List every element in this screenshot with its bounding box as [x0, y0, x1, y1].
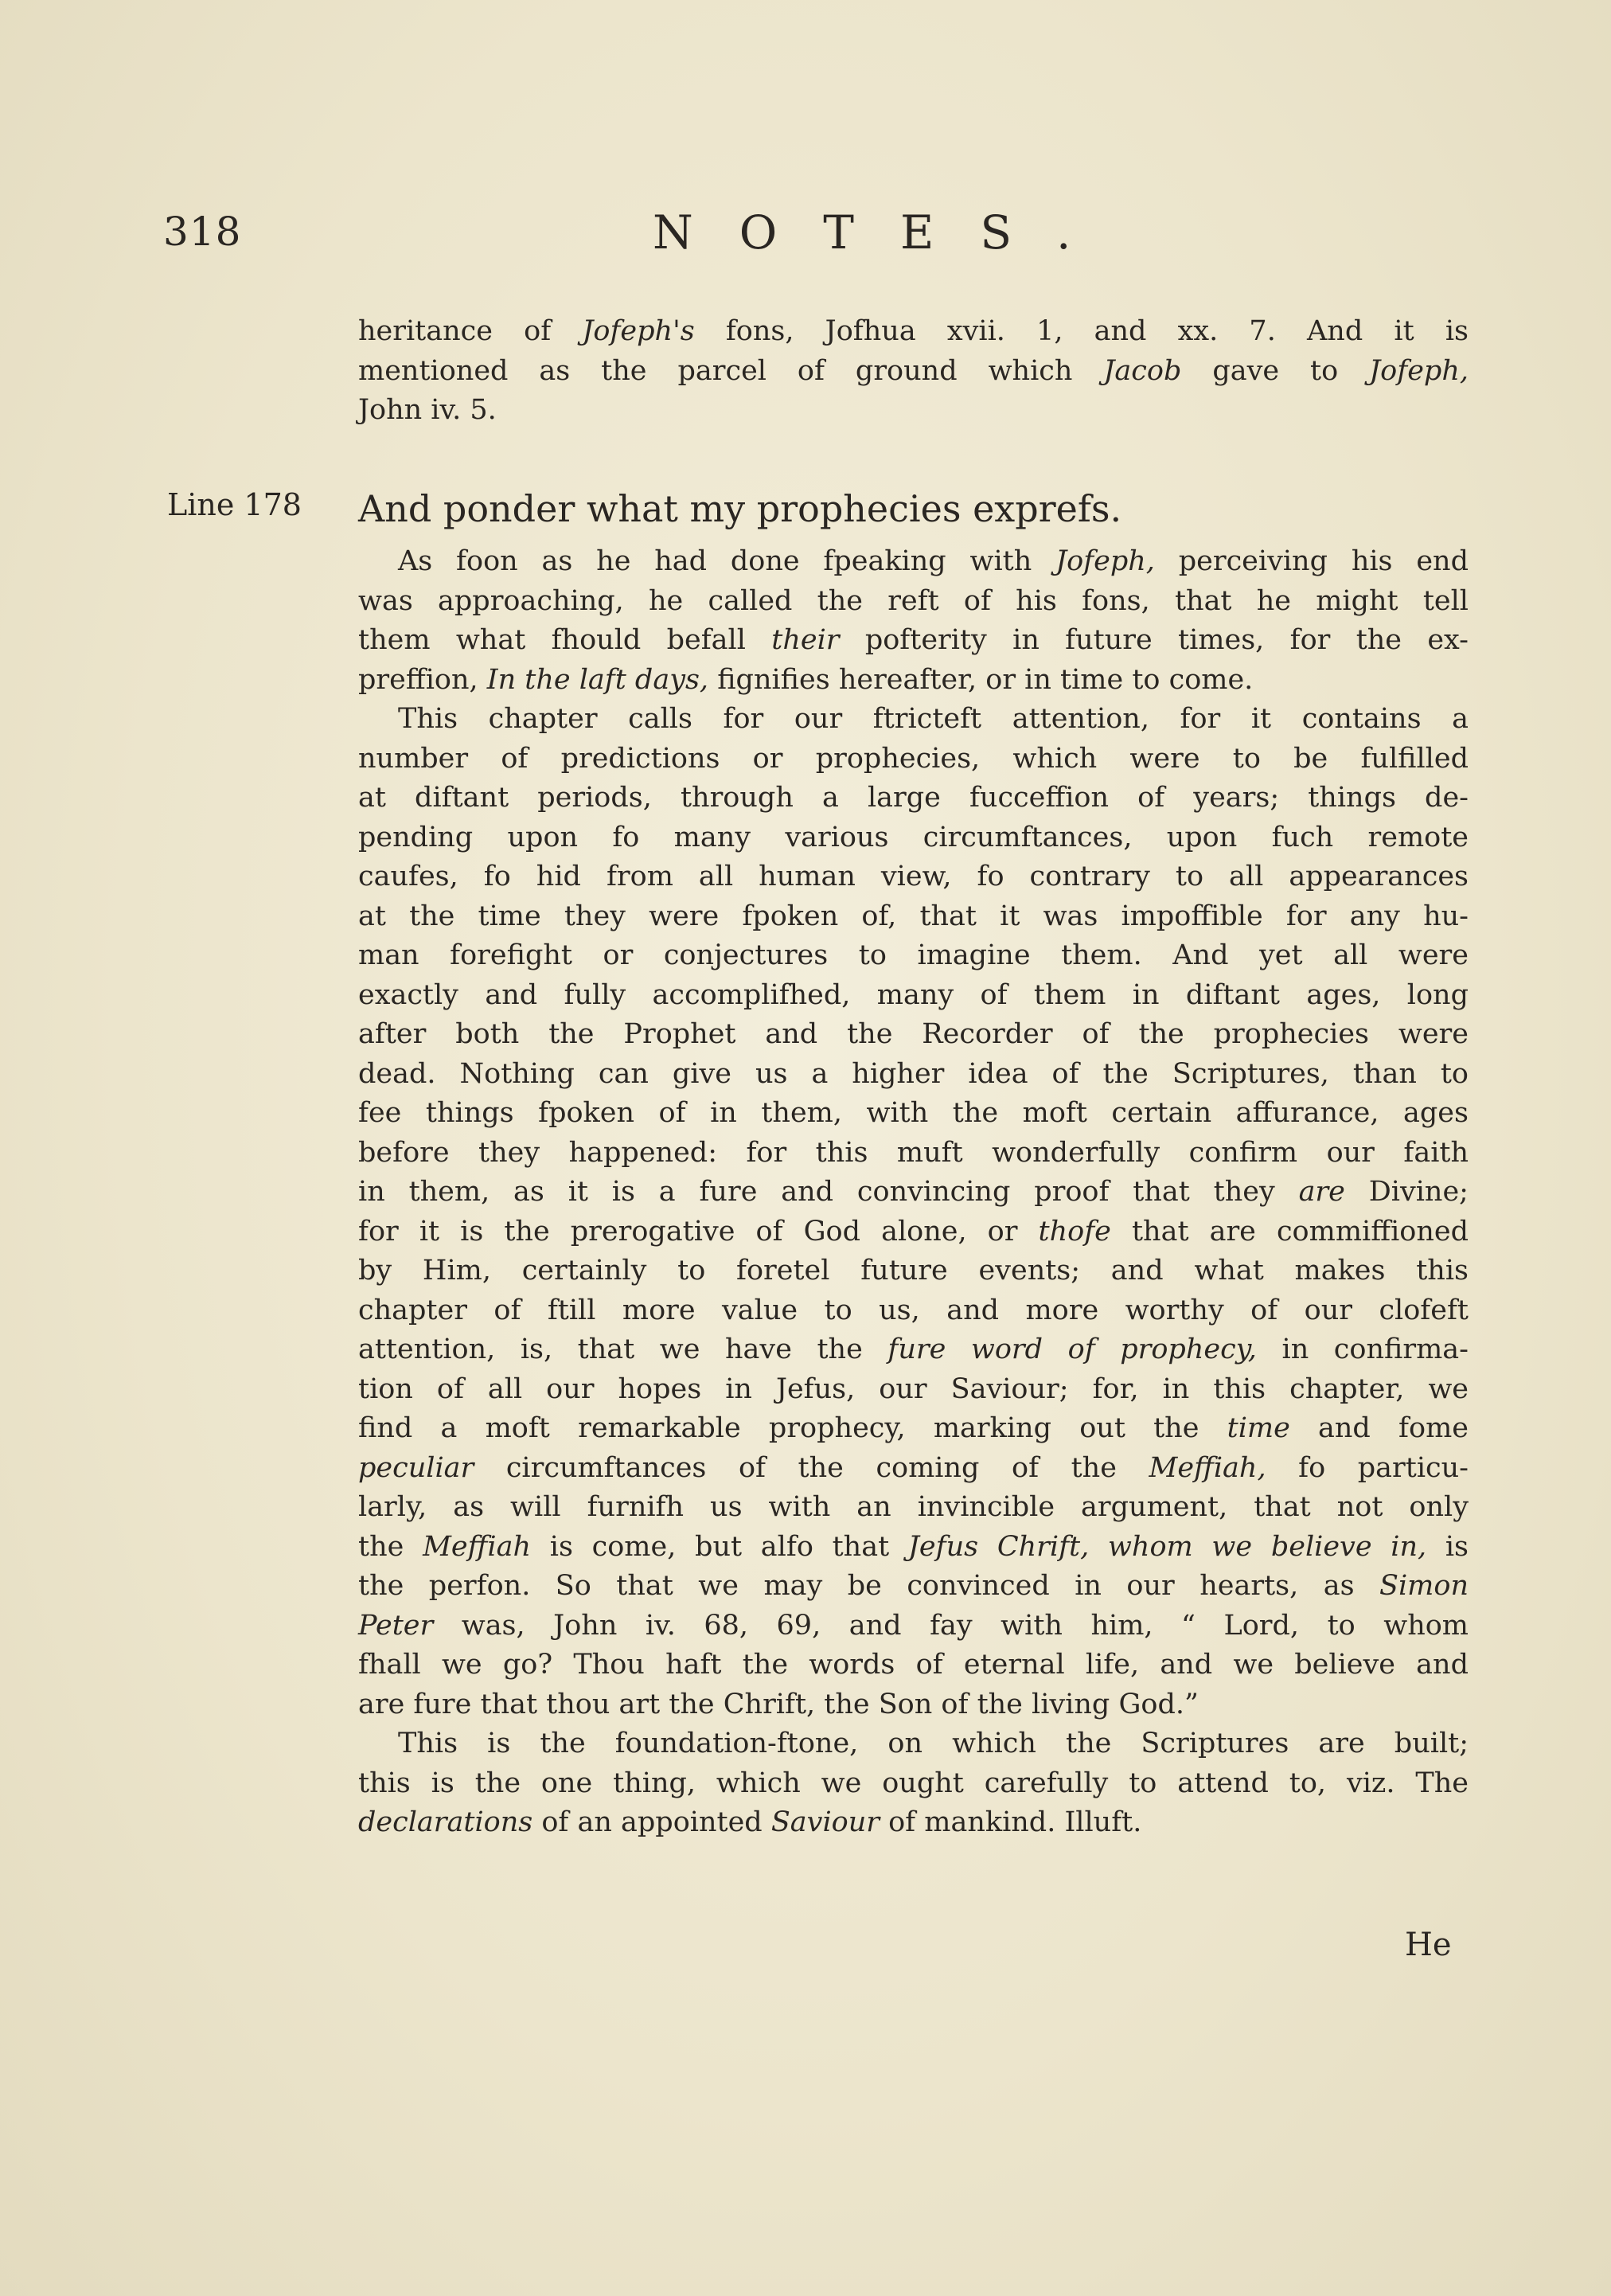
- text-line: [358, 1173, 1469, 1212]
- italic-text: Peter: [358, 1609, 434, 1642]
- text-segment: fhall we go? Thou haft the words of eternal life, and we believe and: [358, 1649, 1469, 1681]
- text-segment: This is the foundation-ftone, on which the Scriptures are built;: [398, 1728, 1469, 1759]
- text-segment: and fome: [1289, 1412, 1469, 1444]
- text-line: [358, 818, 1469, 858]
- text-segment: circumftances of the coming of the: [474, 1451, 1149, 1484]
- text-segment: this is the one thing, which we ought carefully to attend to, viz. The: [358, 1767, 1469, 1799]
- running-head: NOTES.: [653, 205, 1118, 260]
- text-segment: This chapter calls for our ftricteft attention, for it contains a: [398, 703, 1469, 735]
- text-line: [358, 352, 1469, 392]
- text-line: [358, 1330, 1469, 1370]
- text-segment: perceiving his end: [1154, 545, 1469, 577]
- text-line: [358, 391, 1469, 431]
- text-segment: fons, Jofhua xvii. 1, and xx. 7. And it is: [694, 315, 1469, 347]
- text-segment: chapter of ftill more value to us, and more worthy of our clofeft: [358, 1294, 1469, 1326]
- text-line: [358, 1015, 1469, 1055]
- italic-text: Meffiah: [423, 1530, 532, 1563]
- italic-text: time: [1227, 1412, 1290, 1444]
- text-segment: that are commiffioned: [1110, 1215, 1469, 1248]
- text-segment: fo particu-: [1266, 1451, 1469, 1484]
- text-segment: them what fhould befall: [358, 624, 772, 656]
- text-line: [358, 1251, 1469, 1291]
- text-line: [358, 779, 1469, 818]
- text-line: [358, 897, 1469, 937]
- text-segment: gave to: [1181, 354, 1370, 387]
- text-line: [358, 661, 1469, 701]
- text-line: [358, 1646, 1469, 1685]
- text-segment: pofterity in future times, for the ex-: [839, 624, 1469, 656]
- italic-text: declarations: [358, 1806, 533, 1838]
- text-segment: at diftant periods, through a large fucceffion of years; things de-: [358, 782, 1469, 814]
- text-line: [358, 1567, 1469, 1607]
- text-line: [358, 312, 1469, 352]
- italic-text: are: [1298, 1176, 1345, 1208]
- text-line: [358, 740, 1469, 779]
- text-line: [358, 582, 1469, 622]
- text-line: [358, 1528, 1469, 1568]
- text-line: [358, 1134, 1469, 1173]
- text-segment: are fure that thou art the Chrift, the Son of the living God.”: [358, 1688, 1199, 1720]
- italic-text: Jofeph,: [1369, 354, 1469, 387]
- text-segment: pending upon fo many various circumftances, upon fuch remote: [358, 821, 1469, 853]
- text-segment: exactly and fully accomplifhed, many of them in diftant ages, long: [358, 978, 1469, 1011]
- text-segment: John iv. 5.: [358, 394, 497, 426]
- text-segment: caufes, fo hid from all human view, fo contrary to all appearances: [358, 861, 1469, 892]
- text-line: [358, 1094, 1469, 1134]
- text-line: [358, 1685, 1469, 1725]
- text-line: [358, 1607, 1469, 1646]
- text-segment: in them, as it is a fure and convincing proof that they: [358, 1176, 1299, 1208]
- text-line: [358, 936, 1469, 976]
- text-segment: tion of all our hopes in Jefus, our Saviour; for, in this chapter, we: [358, 1373, 1469, 1405]
- text-line: [358, 1488, 1469, 1528]
- text-segment: is come, but alfo that: [531, 1530, 908, 1563]
- italic-text: Meffiah,: [1149, 1451, 1266, 1484]
- italic-text: their: [771, 624, 840, 656]
- text-segment: find a moft remarkable prophecy, marking out the: [358, 1412, 1227, 1444]
- text-segment: the: [358, 1530, 423, 1563]
- italic-text: In the laft days,: [486, 663, 709, 696]
- text-line: [358, 621, 1469, 661]
- text-segment: preffion,: [358, 663, 487, 696]
- italic-text: Jofeph's: [582, 315, 695, 347]
- text-segment: after both the Prophet and the Recorder of the prophecies were: [358, 1018, 1469, 1050]
- text-segment: As foon as he had done fpeaking with: [398, 545, 1056, 577]
- text-segment: dead. Nothing can give us a higher idea of the Scriptures, than to: [358, 1057, 1469, 1090]
- text-line: [358, 1724, 1469, 1764]
- text-segment: by Him, certainly to foretel future events; and what makes this: [358, 1255, 1469, 1287]
- text-segment: was, John iv. 68, 69, and fay with him, “ Lord, to whom: [433, 1609, 1469, 1642]
- italic-text: Simon: [1379, 1570, 1469, 1602]
- italic-text: Jacob: [1103, 354, 1182, 387]
- note-body: [358, 542, 1469, 1843]
- text-segment: man forefight or conjectures to imagine them. And yet all were: [358, 939, 1469, 971]
- text-segment: for it is the prerogative of God alone, or: [358, 1215, 1039, 1248]
- italic-text: fure word of prophecy,: [887, 1333, 1257, 1365]
- text-line: [358, 976, 1469, 1016]
- text-segment: is: [1426, 1530, 1469, 1563]
- text-line: [358, 1803, 1469, 1843]
- text-segment: mentioned as the parcel of ground which: [358, 354, 1104, 387]
- text-line: [358, 1764, 1469, 1804]
- text-line: [358, 1370, 1469, 1410]
- text-segment: of an appointed: [532, 1806, 771, 1838]
- text-line: [358, 1291, 1469, 1331]
- text-segment: fignifies hereafter, or in time to come.: [708, 663, 1254, 696]
- text-segment: of mankind. Illuft.: [879, 1806, 1142, 1838]
- continuation-paragraph: [358, 312, 1469, 431]
- text-segment: was approaching, he called the reft of his fons, that he might tell: [358, 584, 1469, 617]
- text-segment: larly, as will furnifh us with an invincible argument, that not only: [358, 1491, 1469, 1523]
- text-line: [358, 1449, 1469, 1489]
- text-segment: the perfon. So that we may be convinced in our hearts, as: [358, 1570, 1380, 1602]
- italic-text: Jofeph,: [1055, 545, 1155, 577]
- italic-text: Jefus Chrift, whom we believe in,: [907, 1530, 1427, 1563]
- page-number: 318: [163, 209, 242, 255]
- text-line: [358, 700, 1469, 740]
- text-segment: at the time they were fpoken of, that it was impoffible for any hu-: [358, 900, 1469, 932]
- text-segment: number of predictions or prophecies, which were to be fulfilled: [358, 742, 1469, 775]
- italic-text: peculiar: [358, 1451, 474, 1484]
- text-line: [358, 857, 1469, 897]
- text-line: [358, 542, 1469, 582]
- text-segment: attention, is, that we have the: [358, 1333, 888, 1365]
- text-segment: Divine;: [1344, 1176, 1469, 1208]
- italic-text: thofe: [1038, 1215, 1111, 1248]
- margin-note: Line 178: [167, 487, 302, 522]
- text-segment: heritance of: [358, 315, 583, 347]
- text-segment: fee things fpoken of in them, with the moft certain affurance, ages: [358, 1097, 1469, 1129]
- text-line: [358, 1409, 1469, 1449]
- text-line: [358, 1055, 1469, 1095]
- text-line: [358, 1212, 1469, 1252]
- note-heading: And ponder what my prophecies exprefs.: [358, 487, 1122, 530]
- text-segment: in confirma-: [1256, 1333, 1469, 1365]
- catchword: He: [1405, 1927, 1452, 1963]
- italic-text: Saviour: [770, 1806, 880, 1838]
- text-segment: before they happened: for this muft wonderfully confirm our faith: [358, 1136, 1469, 1169]
